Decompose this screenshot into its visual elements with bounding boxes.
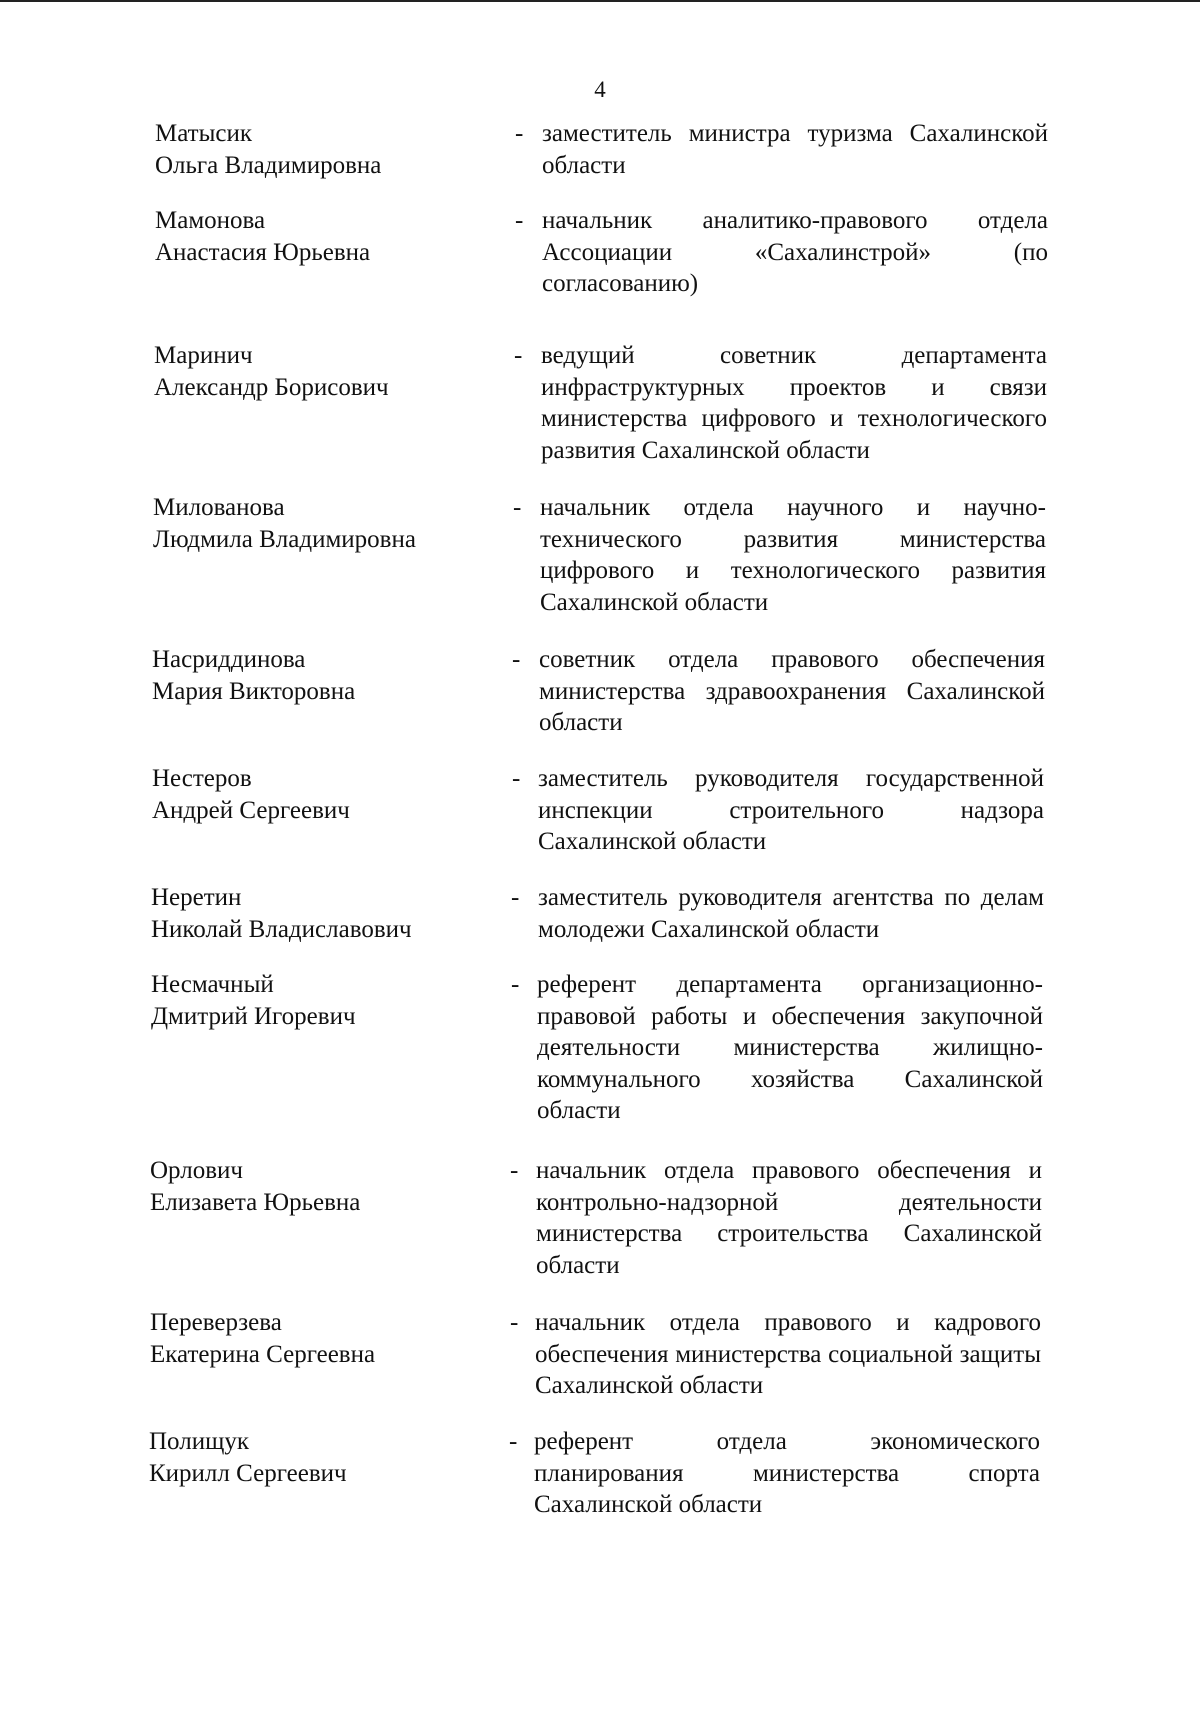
member-position: начальник отдела научного и научно-технического развития министерства цифрового и технологического развития Сахалинской области bbox=[540, 494, 1046, 616]
member-name bbox=[151, 882, 481, 945]
member-name bbox=[153, 492, 483, 555]
top-border-line bbox=[0, 0, 1200, 2]
member-position: заместитель министра туризма Сахалинской области bbox=[542, 120, 1048, 179]
member-position: референт отдела экономического планирования министерства спорта Сахалинской области bbox=[534, 1428, 1040, 1518]
member-given-names: Дмитрий Игоревич bbox=[151, 1002, 356, 1030]
separator-dash: - bbox=[510, 1309, 519, 1336]
member-name bbox=[149, 1426, 479, 1489]
member-given-names: Андрей Сергеевич bbox=[152, 796, 350, 824]
member-position: начальник отдела правового обеспечения и контрольно-надзорной деятельности министерства строительства Сахалинской области bbox=[536, 1157, 1042, 1279]
member-given-names: Ольга Владимировна bbox=[155, 151, 382, 179]
member-position: начальник отдела правового и кадрового обеспечения министерства социальной защиты Сахалинской области bbox=[535, 1309, 1041, 1399]
member-given-names: Николай Владиславович bbox=[151, 915, 412, 943]
member-given-names: Александр Борисович bbox=[154, 373, 389, 401]
member-name bbox=[155, 118, 485, 181]
separator-dash: - bbox=[512, 646, 521, 673]
member-surname: Матысик bbox=[155, 120, 253, 147]
member-name bbox=[155, 205, 485, 268]
member-surname: Орлович bbox=[150, 1157, 243, 1184]
member-surname: Полищук bbox=[149, 1428, 249, 1455]
member-surname: Несмачный bbox=[151, 971, 274, 998]
member-given-names: Людмила Владимировна bbox=[153, 525, 416, 553]
member-position: начальник аналитико-правового отдела Ассоциации «Сахалинстрой» (по согласованию) bbox=[542, 207, 1048, 297]
member-name bbox=[152, 763, 482, 826]
separator-dash: - bbox=[510, 1157, 519, 1184]
member-position: ведущий советник департамента инфраструктурных проектов и связи министерства цифрового и технологического развития Сахалинской области bbox=[541, 342, 1047, 464]
member-position: референт департамента организационно-правовой работы и обеспечения закупочной деятельности министерства жилищно-коммунального хозяйства Сахалинской области bbox=[537, 971, 1043, 1124]
member-surname: Насриддинова bbox=[152, 646, 306, 673]
member-given-names: Кирилл Сергеевич bbox=[149, 1459, 347, 1487]
member-surname: Неретин bbox=[151, 884, 242, 911]
member-given-names: Екатерина Сергеевна bbox=[150, 1340, 376, 1368]
member-surname: Нестеров bbox=[152, 765, 252, 792]
separator-dash: - bbox=[511, 971, 520, 998]
separator-dash: - bbox=[509, 1428, 518, 1455]
member-position: заместитель руководителя государственной инспекции строительного надзора Сахалинской области bbox=[538, 765, 1044, 855]
member-surname: Маринич bbox=[154, 342, 253, 369]
member-name bbox=[152, 644, 482, 707]
separator-dash: - bbox=[515, 207, 524, 234]
page-number: 4 bbox=[594, 77, 606, 102]
member-name bbox=[150, 1155, 480, 1218]
member-given-names: Мария Викторовна bbox=[152, 677, 356, 705]
member-position: советник отдела правового обеспечения министерства здравоохранения Сахалинской области bbox=[539, 646, 1045, 736]
separator-dash: - bbox=[511, 884, 520, 911]
separator-dash: - bbox=[513, 494, 522, 521]
separator-dash: - bbox=[514, 342, 523, 369]
separator-dash: - bbox=[512, 765, 521, 792]
member-name bbox=[150, 1307, 480, 1370]
member-surname: Переверзева bbox=[150, 1309, 282, 1336]
member-given-names: Елизавета Юрьевна bbox=[150, 1188, 361, 1216]
separator-dash: - bbox=[515, 120, 524, 147]
member-given-names: Анастасия Юрьевна bbox=[155, 238, 371, 266]
member-name bbox=[154, 340, 484, 403]
member-surname: Милованова bbox=[153, 494, 285, 521]
member-surname: Мамонова bbox=[155, 207, 266, 234]
member-position: заместитель руководителя агентства по делам молодежи Сахалинской области bbox=[538, 884, 1044, 943]
member-name bbox=[151, 969, 481, 1032]
